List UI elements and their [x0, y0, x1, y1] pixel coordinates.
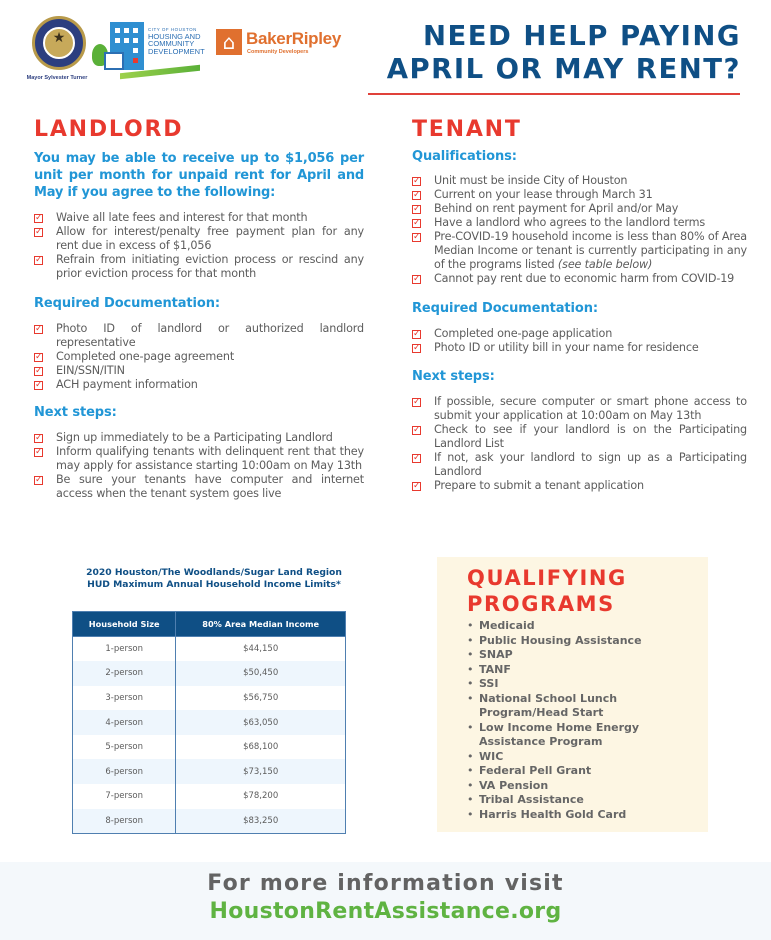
income-limit-cell: $78,200 — [176, 784, 346, 809]
column-header-household-size: Household Size — [73, 612, 176, 637]
landlord-docs-list — [34, 322, 364, 392]
income-limit-cell: $73,150 — [176, 759, 346, 784]
list-item: ✓ Completed one-page application — [412, 327, 747, 341]
home-heart-icon — [216, 29, 242, 55]
tenant-docs-heading: Required Documentation: — [412, 301, 598, 316]
checkbox-icon — [412, 233, 421, 242]
column-header-ami: 80% Area Median Income — [176, 612, 346, 637]
household-size-cell: 2-person — [73, 661, 176, 686]
list-item: ✓ Cannot pay rent due to economic harm from COVID-19 — [412, 272, 747, 286]
program-item: • Public Housing Assistance — [467, 634, 708, 649]
landlord-next-list — [34, 431, 364, 501]
list-item: ✓ Photo ID of landlord or authorized landlord representative — [34, 322, 364, 350]
list-item: ✓ Completed one-page agreement — [34, 350, 364, 364]
checkbox-icon — [412, 426, 421, 435]
page-title: NEED HELP PAYING APRIL OR MAY RENT? — [386, 20, 741, 85]
program-item: • SSI — [467, 677, 708, 692]
house-icon — [104, 52, 124, 70]
list-item: ✓ Sign up immediately to be a Participating Landlord — [34, 431, 364, 445]
checkbox-icon — [34, 228, 43, 237]
household-size-cell: 6-person — [73, 759, 176, 784]
list-item: ✓ Have a landlord who agrees to the landlord terms — [412, 216, 747, 230]
title-divider — [368, 93, 740, 95]
table-row — [73, 735, 346, 760]
tenant-qualifications-list — [412, 174, 747, 286]
checkbox-icon — [34, 434, 43, 443]
footer-text: For more information visit — [207, 871, 564, 896]
tenant-heading: TENANT — [412, 117, 522, 142]
list-item: ✓ ACH payment information — [34, 378, 364, 392]
table-row — [73, 759, 346, 784]
checkbox-icon — [412, 454, 421, 463]
table-row — [73, 809, 346, 834]
household-size-cell: 1-person — [73, 637, 176, 662]
income-limit-cell: $50,450 — [176, 661, 346, 686]
partner-logos — [28, 16, 358, 86]
tenant-qual-heading: Qualifications: — [412, 149, 517, 164]
list-item: ✓ Inform qualifying tenants with delinquent rent that they may apply for assistance starting 10:00am on May 13th — [34, 445, 364, 473]
checkbox-icon — [412, 398, 421, 407]
tenant-next-heading: Next steps: — [412, 369, 495, 384]
checkbox-icon — [412, 482, 421, 491]
checkbox-icon — [34, 353, 43, 362]
tenant-section — [412, 116, 747, 493]
tenant-docs-list — [412, 327, 747, 355]
list-item: ✓ Allow for interest/penalty free payment plan for any rent due in excess of $1,056 — [34, 225, 364, 253]
qualifying-programs-box — [437, 557, 708, 832]
table-header-row — [73, 612, 346, 637]
list-item: ✓ If not, ask your landlord to sign up as a Participating Landlord — [412, 451, 747, 479]
checkbox-icon — [34, 256, 43, 265]
checkbox-icon — [412, 191, 421, 200]
landlord-terms-list — [34, 211, 364, 281]
program-item: • WIC — [467, 750, 708, 765]
checkbox-icon — [412, 205, 421, 214]
income-limits-table — [72, 611, 346, 834]
household-size-cell: 7-person — [73, 784, 176, 809]
checkbox-icon — [412, 330, 421, 339]
landlord-next-heading: Next steps: — [34, 405, 117, 420]
qualifying-programs-heading: QUALIFYING PROGRAMS — [467, 566, 627, 616]
program-item: • Low Income Home Energy Assistance Program — [467, 721, 708, 750]
income-limit-cell: $44,150 — [176, 637, 346, 662]
landlord-section — [34, 116, 364, 501]
list-item: ✓ Pre-COVID-19 household income is less than 80% of Area Median Income or tenant is currently participating in any of the programs listed (see table below) — [412, 230, 747, 272]
program-item: • VA Pension — [467, 779, 708, 794]
program-item: • Tribal Assistance — [467, 793, 708, 808]
list-item: ✓ If possible, secure computer or smart phone access to submit your application at 10:00am on May 13th — [412, 395, 747, 423]
bakerripley-logo: ⌂ BakerRipley Community Developers — [216, 29, 346, 59]
program-item: • SNAP — [467, 648, 708, 663]
program-item: • Medicaid — [467, 619, 708, 634]
table-row — [73, 784, 346, 809]
checkbox-icon — [34, 476, 43, 485]
program-item: • Federal Pell Grant — [467, 764, 708, 779]
checkbox-icon — [412, 219, 421, 228]
checkbox-icon — [34, 214, 43, 223]
mayor-caption: Mayor Sylvester Turner — [26, 75, 88, 81]
checkbox-icon — [412, 344, 421, 353]
checkbox-icon — [34, 367, 43, 376]
income-limit-cell: $68,100 — [176, 735, 346, 760]
program-item: • National School Lunch Program/Head Start — [467, 692, 708, 721]
footer-banner — [0, 862, 771, 940]
tenant-next-list — [412, 395, 747, 493]
list-item: ✓ Behind on rent payment for April and/or May — [412, 202, 747, 216]
table-row — [73, 710, 346, 735]
housing-community-development-logo — [92, 22, 205, 78]
landlord-docs-heading: Required Documentation: — [34, 296, 220, 311]
checkbox-icon — [34, 448, 43, 457]
program-item: • TANF — [467, 663, 708, 678]
list-item: ✓ Waive all late fees and interest for that month — [34, 211, 364, 225]
list-item: ✓ Unit must be inside City of Houston — [412, 174, 747, 188]
see-table-note: (see table below) — [557, 258, 653, 271]
table-row — [73, 637, 346, 662]
table-row — [73, 686, 346, 711]
list-item: ✓ Refrain from initiating eviction process or rescind any prior eviction process for that month — [34, 253, 364, 281]
checkbox-icon — [34, 325, 43, 334]
city-of-houston-seal-icon — [32, 16, 86, 70]
income-limit-cell: $56,750 — [176, 686, 346, 711]
income-limit-cell: $63,050 — [176, 710, 346, 735]
list-item: ✓ EIN/SSN/ITIN — [34, 364, 364, 378]
table-row — [73, 661, 346, 686]
programs-list — [467, 619, 708, 822]
household-size-cell: 8-person — [73, 809, 176, 834]
household-size-cell: 3-person — [73, 686, 176, 711]
household-size-cell: 5-person — [73, 735, 176, 760]
program-item: • Harris Health Gold Card — [467, 808, 708, 823]
income-table-body — [73, 637, 346, 834]
list-item: ✓ Check to see if your landlord is on the Participating Landlord List — [412, 423, 747, 451]
list-item: ✓ Current on your lease through March 31 — [412, 188, 747, 202]
footer-website-link[interactable]: HoustonRentAssistance.org — [209, 899, 562, 924]
income-table-caption: 2020 Houston/The Woodlands/Sugar Land Region HUD Maximum Annual Household Income Limits* — [86, 567, 342, 590]
hcd-wordmark: CITY OF HOUSTON HOUSING AND COMMUNITY DEVELOPMENT — [148, 27, 205, 56]
list-item: ✓ Prepare to submit a tenant application — [412, 479, 747, 493]
checkbox-icon — [412, 177, 421, 186]
landlord-lead: You may be able to receive up to $1,056 per unit per month for unpaid rent for April and May if you agree to the following: — [34, 151, 364, 200]
list-item: ✓ Be sure your tenants have computer and internet access when the tenant system goes live — [34, 473, 364, 501]
checkbox-icon — [34, 381, 43, 390]
income-limit-cell: $83,250 — [176, 809, 346, 834]
landlord-heading: LANDLORD — [34, 117, 184, 142]
city-seal-logo — [28, 16, 90, 81]
checkbox-icon — [412, 275, 421, 284]
household-size-cell: 4-person — [73, 710, 176, 735]
list-item: ✓ Photo ID or utility bill in your name for residence — [412, 341, 747, 355]
